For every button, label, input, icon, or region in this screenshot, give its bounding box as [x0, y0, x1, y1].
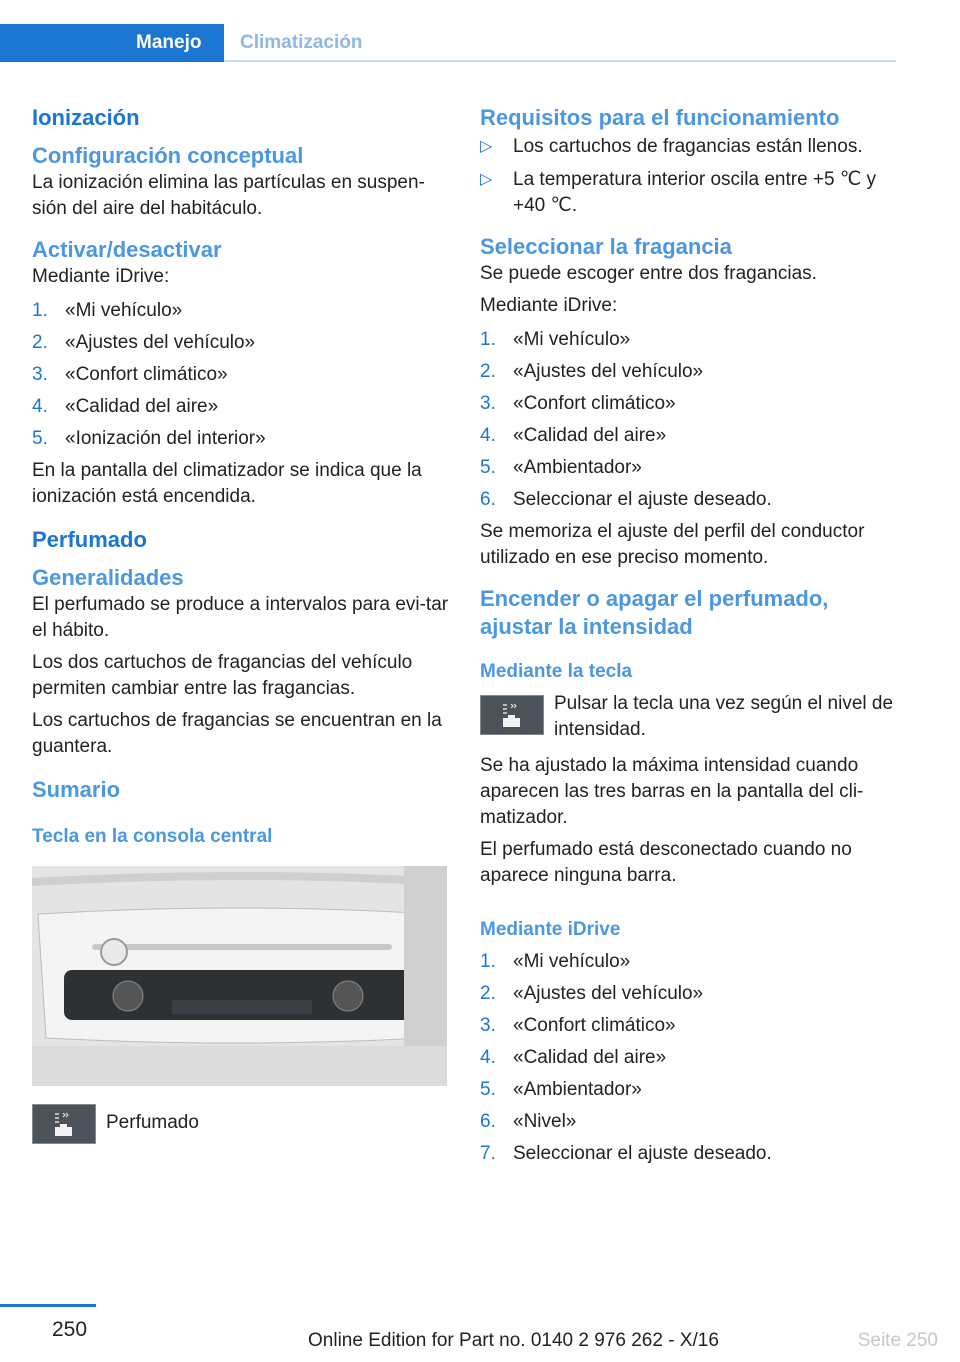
- header-subsection: Climatización: [240, 32, 363, 53]
- paragraph-seleccionar-2: Mediante iDrive:: [480, 295, 618, 316]
- heading-encender: Encender o apagar el perfumado, ajustar la intensidad: [480, 586, 829, 639]
- step-text: «Ambientador»: [513, 1079, 642, 1100]
- console-photo: [32, 866, 447, 1086]
- step-text: Seleccionar el ajuste deseado.: [513, 489, 772, 510]
- step-text: «Ajustes del vehículo»: [513, 983, 704, 1004]
- list-item: [480, 455, 900, 481]
- step-text: «Calidad del aire»: [65, 396, 219, 417]
- step-text: «Mi vehículo»: [513, 329, 631, 350]
- heading-requisitos: Requisitos para el funcionamiento: [480, 105, 840, 130]
- list-item: [480, 1045, 900, 1071]
- step-number: 4.: [480, 1047, 496, 1068]
- page-number-rule: [0, 1304, 96, 1307]
- list-item: [32, 298, 452, 324]
- heading-configuracion: Configuración conceptual: [32, 143, 304, 168]
- left-column: [32, 98, 452, 1154]
- step-number: 6.: [480, 1111, 496, 1132]
- right-column: [480, 98, 900, 1173]
- step-number: 1.: [32, 300, 48, 321]
- perfumado-label: Perfumado: [106, 1112, 199, 1133]
- list-item: [32, 362, 452, 388]
- list-item: [32, 330, 452, 356]
- triangle-bullet-icon: ▷: [480, 171, 493, 188]
- list-item: [32, 394, 452, 420]
- fragrance-button-icon: [32, 1104, 96, 1144]
- step-number: 3.: [480, 1015, 496, 1036]
- list-item: [480, 981, 900, 1007]
- paragraph-generalidades-3: Los cartuchos de fragancias se encuentran en la guantera.: [32, 710, 442, 757]
- heading-mediante-idrive: Mediante iDrive: [480, 919, 621, 940]
- paragraph-memoriza: Se memoriza el ajuste del perfil del conductor utilizado en ese preciso momento.: [480, 521, 865, 568]
- heading-tecla-consola: Tecla en la consola central: [32, 826, 273, 847]
- list-item: [480, 1109, 900, 1135]
- page-number: 250: [52, 1318, 88, 1341]
- tecla-row: [480, 691, 900, 743]
- heading-seleccionar: Seleccionar la fragancia: [480, 234, 732, 259]
- step-number: 5.: [480, 1079, 496, 1100]
- watermark: Seite 250: [857, 1330, 938, 1351]
- list-item: [480, 327, 900, 353]
- step-text: «Calidad del aire»: [513, 1047, 667, 1068]
- step-number: 1.: [480, 951, 496, 972]
- list-item: [480, 359, 900, 385]
- steps-list-nivel: [480, 949, 900, 1167]
- paragraph-generalidades-2: Los dos cartuchos de fragancias del vehículo permiten cambiar entre las fragancias.: [32, 652, 413, 699]
- step-number: 2.: [480, 361, 496, 382]
- step-number: 2.: [480, 983, 496, 1004]
- paragraph-pulsar: Pulsar la tecla una vez según el nivel de intensidad.: [554, 693, 894, 740]
- step-number: 5.: [32, 428, 48, 449]
- step-text: «Mi vehículo»: [65, 300, 183, 321]
- heading-generalidades: Generalidades: [32, 565, 184, 590]
- list-item: [480, 423, 900, 449]
- triangle-bullet-icon: ▷: [480, 138, 493, 155]
- list-item: [480, 134, 900, 160]
- step-text: «Nivel»: [513, 1111, 577, 1132]
- step-number: 3.: [480, 393, 496, 414]
- step-number: 3.: [32, 364, 48, 385]
- list-item: [480, 949, 900, 975]
- step-number: 5.: [480, 457, 496, 478]
- steps-list-fragancia: [480, 327, 900, 513]
- list-item: [480, 1077, 900, 1103]
- step-text: «Ionización del interior»: [65, 428, 266, 449]
- step-number: 6.: [480, 489, 496, 510]
- list-item: [32, 426, 452, 452]
- list-item: [480, 1013, 900, 1039]
- heading-ionizacion: Ionización: [32, 105, 140, 130]
- console-illustration: [32, 866, 447, 1086]
- requirement-text: Los cartuchos de fragancias están llenos.: [513, 136, 863, 157]
- list-item: [480, 487, 900, 513]
- paragraph-seleccionar-1: Se puede escoger entre dos fragancias.: [480, 263, 817, 284]
- step-number: 7.: [480, 1143, 496, 1164]
- heading-perfumado: Perfumado: [32, 527, 147, 552]
- heading-sumario: Sumario: [32, 777, 121, 802]
- fragrance-button-icon: [480, 695, 544, 735]
- paragraph-mediante: Mediante iDrive:: [32, 266, 170, 287]
- paragraph-generalidades-1: El perfumado se produce a intervalos para evi-tar el hábito.: [32, 594, 449, 641]
- perfumado-key-row: [32, 1104, 452, 1144]
- step-text: «Confort climático»: [65, 364, 228, 385]
- step-number: 4.: [480, 425, 496, 446]
- paragraph-maxima: Se ha ajustado la máxima intensidad cuando aparecen las tres barras en la pantalla del cli-matizador.: [480, 755, 864, 828]
- requirement-text: La temperatura interior oscila entre +5 ℃ y +40 ℃.: [513, 169, 876, 216]
- steps-list-ionizacion: [32, 298, 452, 452]
- heading-mediante-tecla: Mediante la tecla: [480, 661, 633, 682]
- list-item: [480, 167, 900, 219]
- step-text: «Ambientador»: [513, 457, 642, 478]
- step-text: «Confort climático»: [513, 393, 676, 414]
- heading-activar: Activar/desactivar: [32, 237, 222, 262]
- step-text: «Ajustes del vehículo»: [513, 361, 704, 382]
- step-text: «Ajustes del vehículo»: [65, 332, 256, 353]
- paragraph-configuracion: La ionización elimina las partículas en suspen-sión del aire del habitáculo.: [32, 172, 425, 219]
- paragraph-desconectado: El perfumado está desconectado cuando no aparece ninguna barra.: [480, 839, 852, 886]
- step-number: 1.: [480, 329, 496, 350]
- step-number: 4.: [32, 396, 48, 417]
- step-number: 2.: [32, 332, 48, 353]
- edition-footer: Online Edition for Part no. 0140 2 976 262 - X/16: [308, 1330, 719, 1351]
- paragraph-pantalla: En la pantalla del climatizador se indica que la ionización está encendida.: [32, 460, 422, 507]
- list-item: [480, 391, 900, 417]
- step-text: «Mi vehículo»: [513, 951, 631, 972]
- list-item: [480, 1141, 900, 1167]
- step-text: «Calidad del aire»: [513, 425, 667, 446]
- step-text: «Confort climático»: [513, 1015, 676, 1036]
- step-text: Seleccionar el ajuste deseado.: [513, 1143, 772, 1164]
- header-section: Manejo: [136, 32, 202, 53]
- requirements-list: [480, 134, 900, 219]
